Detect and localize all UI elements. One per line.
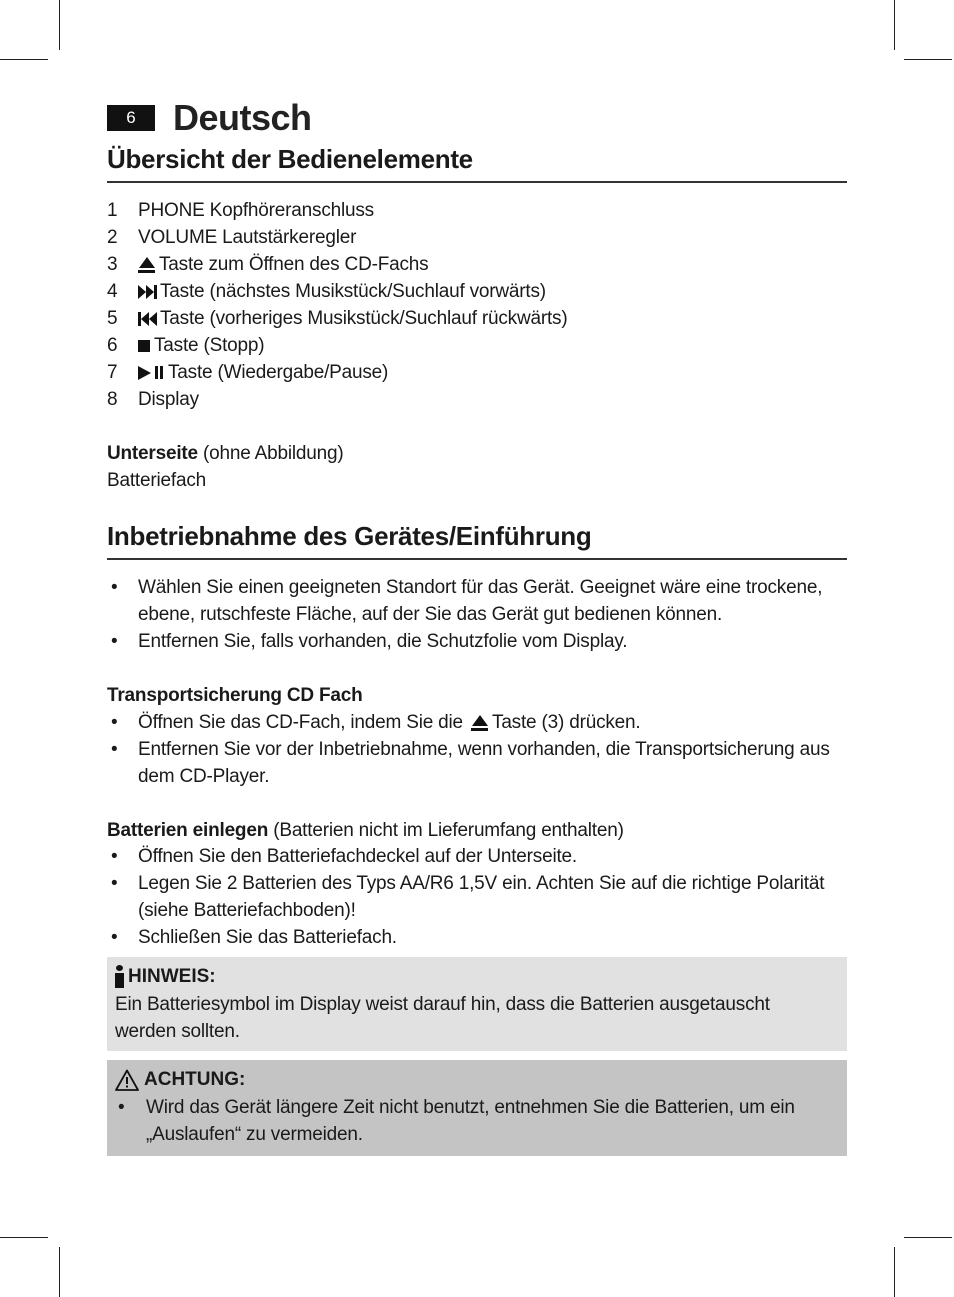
list-item: • Öffnen Sie das CD-Fach, indem Sie die Taste (3) drücken. bbox=[111, 712, 641, 733]
hint-box bbox=[107, 957, 847, 1051]
play-pause-icon bbox=[138, 366, 165, 380]
crop-mark bbox=[894, 1247, 895, 1297]
list-item: • Öffnen Sie den Batteriefachdeckel auf der Unterseite. bbox=[111, 846, 577, 867]
hint-title: HINWEIS: bbox=[128, 966, 216, 987]
warning-icon bbox=[115, 1069, 139, 1091]
page-number-badge: 6 bbox=[107, 105, 155, 131]
crop-mark bbox=[904, 1237, 952, 1238]
crop-mark bbox=[894, 0, 895, 50]
controls-section-title: Übersicht der Bedienelemente bbox=[107, 144, 847, 183]
list-item: • Entfernen Sie, falls vorhanden, die Schutzfolie vom Display. bbox=[111, 631, 628, 652]
underside-heading: Unterseite (ohne Abbildung) bbox=[107, 443, 344, 464]
list-item: • Schließen Sie das Batteriefach. bbox=[111, 927, 397, 948]
warning-bullet: • Wird das Gerät längere Zeit nicht benutzt, entnehmen Sie die Batterien, um ein „Auslaufen“ zu vermeiden. bbox=[118, 1097, 795, 1145]
crop-mark bbox=[0, 59, 48, 60]
setup-section-title: Inbetriebnahme des Gerätes/Einführung bbox=[107, 521, 847, 560]
crop-mark bbox=[59, 1247, 60, 1297]
eject-icon bbox=[138, 257, 155, 273]
warning-title: ACHTUNG: bbox=[144, 1069, 246, 1090]
warning-box bbox=[107, 1060, 847, 1156]
crop-mark bbox=[0, 1237, 48, 1238]
previous-track-icon bbox=[138, 312, 157, 326]
eject-icon bbox=[471, 715, 488, 731]
list-item: • Entfernen Sie vor der Inbetriebnahme, wenn vorhanden, die Transportsicherung aus dem CD-Player. bbox=[111, 739, 830, 787]
battery-subheading: Batterien einlegen (Batterien nicht im Lieferumfang enthalten) bbox=[107, 820, 624, 841]
language-title: Deutsch bbox=[173, 97, 312, 138]
list-item: • Wählen Sie einen geeigneten Standort für das Gerät. Geeignet wäre eine trockene, ebene, rutschfeste Fläche, auf der Sie das Gerät gut bedienen können. bbox=[111, 577, 823, 625]
crop-mark bbox=[59, 0, 60, 50]
info-icon bbox=[115, 965, 124, 988]
page-header bbox=[107, 96, 312, 140]
next-track-icon bbox=[138, 285, 157, 299]
underside-item: Batteriefach bbox=[107, 470, 206, 491]
stop-icon bbox=[138, 340, 150, 352]
transport-subheading: Transportsicherung CD Fach bbox=[107, 685, 363, 706]
crop-mark bbox=[904, 59, 952, 60]
hint-text: Ein Batteriesymbol im Display weist darauf hin, dass die Batterien ausgetauscht werden sollten. bbox=[115, 994, 770, 1042]
list-item: • Legen Sie 2 Batterien des Typs AA/R6 1,5V ein. Achten Sie auf die richtige Polarität (siehe Batteriefachboden)! bbox=[111, 873, 825, 921]
